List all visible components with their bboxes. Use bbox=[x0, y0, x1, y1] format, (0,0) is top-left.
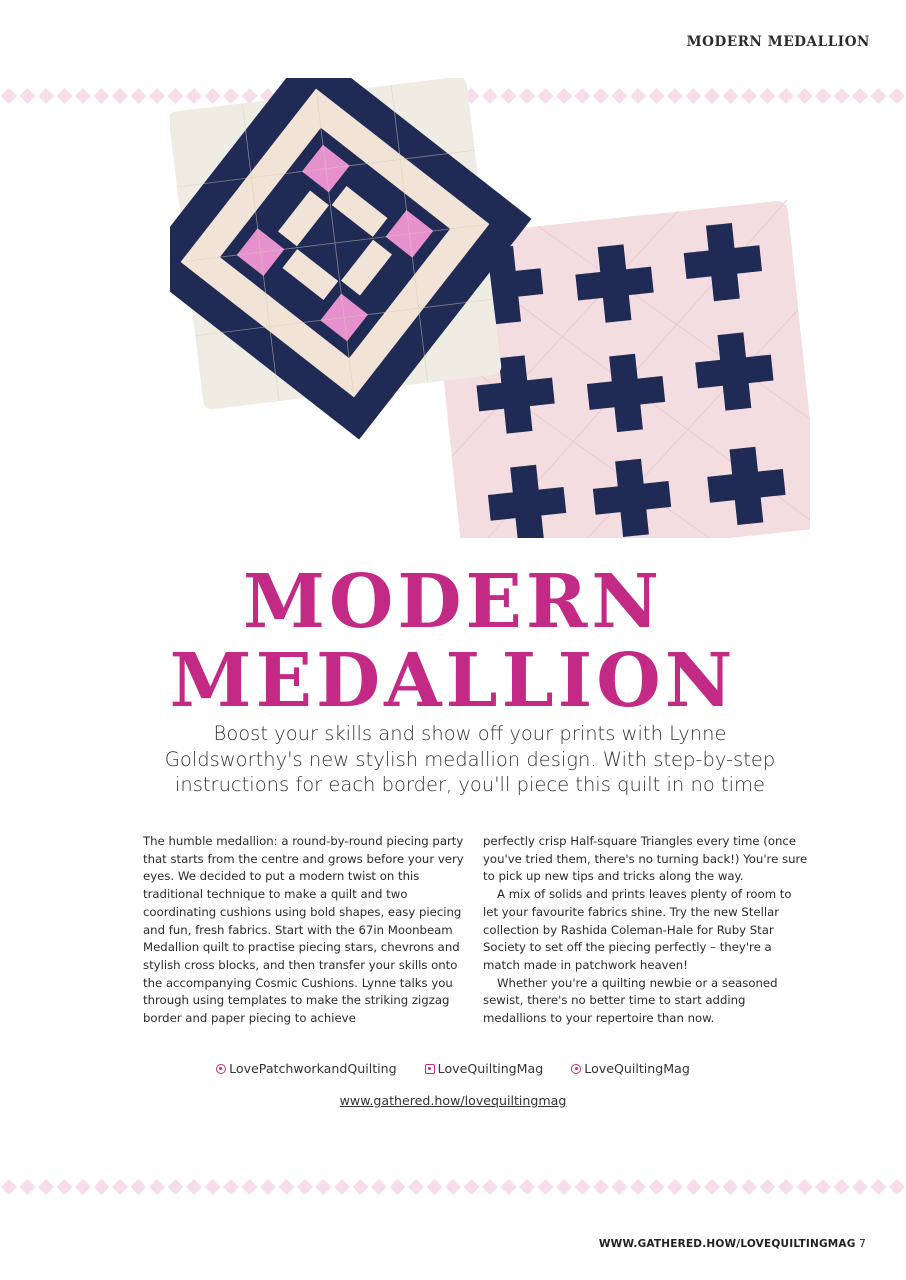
body-paragraph: The humble medallion: a round-by-round piecing party that starts from the centre and grows before your very eyes. We decided to put a modern twist on this traditional technique to make a quilt and two coordinating cushions using bold shapes, easy piecing and fun, fresh fabrics. Start with the 67in Moonbeam Medallion quilt to practise piecing stars, chevrons and stylish cross blocks, and then transfer your skills onto the accompanying Cosmic Cushions. Lynne talks you through using templates to make the striking zigzag border and paper piecing to achieve bbox=[143, 834, 464, 1026]
instagram-icon bbox=[425, 1064, 435, 1074]
section-label: MODERN MEDALLION bbox=[686, 34, 870, 50]
instagram-link[interactable] bbox=[425, 1061, 544, 1076]
page-footer bbox=[599, 1238, 866, 1250]
cushions-photo bbox=[170, 78, 810, 538]
body-paragraph: A mix of solids and prints leaves plenty of room to let your favourite fabrics shine. Try the new Stellar collection by Rashida Coleman-Hale for Ruby Star Society to set off the piecing perfectly – they're a match made in patchwork heaven! bbox=[483, 887, 792, 972]
page-number: 7 bbox=[859, 1238, 866, 1250]
pinterest-link[interactable] bbox=[571, 1061, 690, 1076]
standfirst-line-2: Goldsworthy's new stylish medallion design. With step-by-step bbox=[164, 747, 776, 771]
title-line-1: MODERN bbox=[242, 559, 664, 645]
standfirst-line-1: Boost your skills and show off your prints with Lynne bbox=[213, 722, 727, 745]
social-links bbox=[0, 1061, 906, 1077]
standfirst bbox=[110, 721, 830, 798]
body-paragraph: perfectly crisp Half-square Triangles every time (once you've tried them, there's no turning back!) You're sure to pick up new tips and tricks along the way. bbox=[483, 834, 808, 884]
footer-url[interactable]: WWW.GATHERED.HOW/LOVEQUILTINGMAG bbox=[598, 1238, 856, 1250]
facebook-link[interactable] bbox=[216, 1061, 397, 1076]
pinterest-handle: LoveQuiltingMag bbox=[584, 1061, 690, 1076]
website-link[interactable]: www.gathered.how/lovequiltingmag bbox=[339, 1093, 567, 1108]
facebook-handle: LovePatchworkandQuilting bbox=[229, 1061, 397, 1076]
facebook-icon bbox=[216, 1064, 226, 1074]
standfirst-line-3: instructions for each border, you'll piece this quilt in no time bbox=[174, 773, 766, 796]
pinterest-icon bbox=[571, 1064, 581, 1074]
body-column-right bbox=[483, 833, 809, 1028]
diamond-border-bottom bbox=[0, 1179, 906, 1195]
body-column-left bbox=[143, 833, 469, 1028]
instagram-handle: LoveQuiltingMag bbox=[437, 1061, 544, 1076]
title-line-2: MEDALLION bbox=[169, 638, 737, 724]
body-paragraph: Whether you're a quilting newbie or a seasoned sewist, there's no better time to start adding medallions to your repertoire than now. bbox=[483, 975, 778, 1026]
